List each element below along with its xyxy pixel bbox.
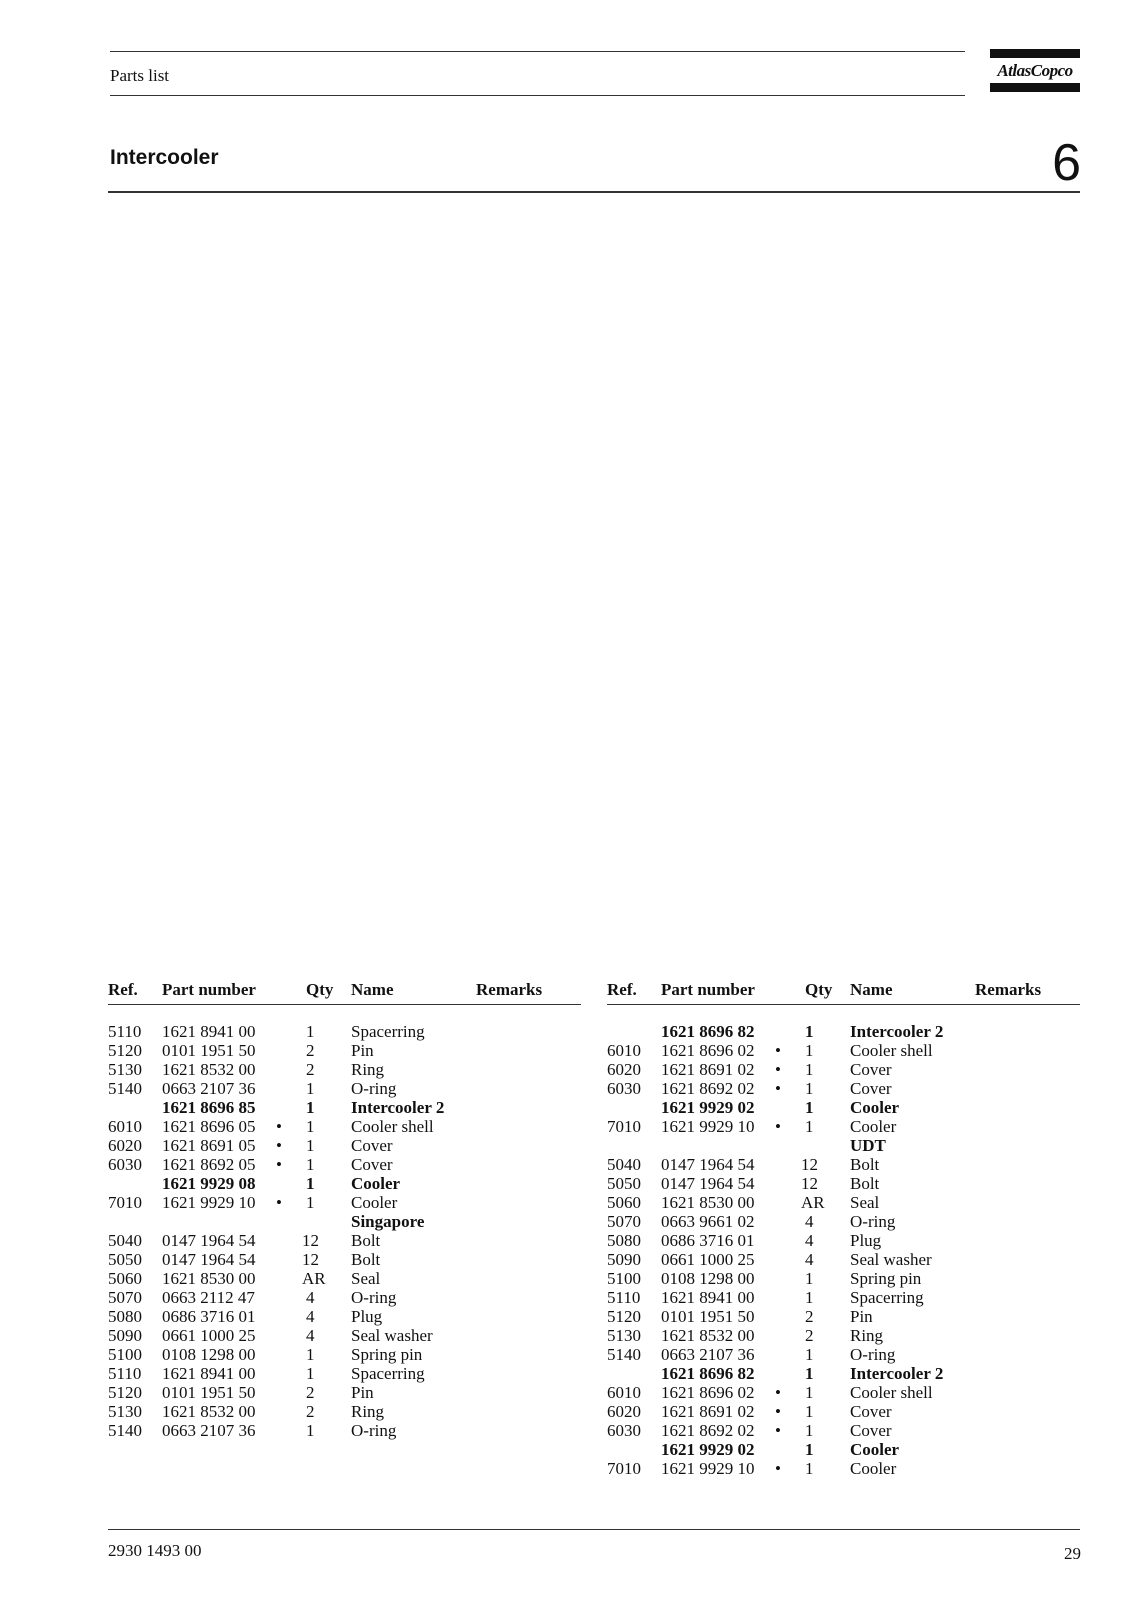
cell-ref: 5070 <box>607 1212 641 1231</box>
cell-qty: 4 <box>805 1231 814 1250</box>
cell-part-number: 0686 3716 01 <box>162 1307 256 1326</box>
cell-qty: 2 <box>805 1326 814 1345</box>
cell-qty: 1 <box>805 1288 814 1307</box>
cell-name: Pin <box>351 1383 374 1402</box>
cell-qty: 1 <box>805 1402 814 1421</box>
cell-bullet: • <box>775 1402 781 1421</box>
cell-name: O-ring <box>351 1079 397 1098</box>
cell-ref: 5130 <box>108 1402 142 1421</box>
cell-qty: 1 <box>805 1345 814 1364</box>
table-row <box>607 1421 1080 1440</box>
cell-bullet: • <box>276 1136 282 1155</box>
table-row <box>108 1288 581 1307</box>
page-number: 29 <box>1064 1544 1081 1563</box>
cell-ref: 5120 <box>607 1307 641 1326</box>
cell-qty: 1 <box>805 1421 814 1440</box>
cell-bullet: • <box>775 1060 781 1079</box>
cell-part-number: 0663 2107 36 <box>162 1079 256 1098</box>
document-number: 2930 1493 00 <box>108 1541 202 1560</box>
cell-name: Cooler <box>850 1098 900 1117</box>
header-label: Parts list <box>110 66 170 85</box>
cell-part-number: 1621 8691 05 <box>162 1136 256 1155</box>
header-bottom-rule <box>110 95 965 96</box>
cell-name: Spring pin <box>850 1269 922 1288</box>
cell-name: O-ring <box>351 1421 397 1440</box>
cell-qty: 1 <box>306 1098 315 1117</box>
table-row <box>108 1098 581 1117</box>
cell-part-number: 1621 9929 02 <box>661 1098 755 1117</box>
table-row <box>108 1193 581 1212</box>
cell-name: Spacerring <box>351 1022 425 1041</box>
cell-qty: 2 <box>306 1060 315 1079</box>
header-top-rule <box>110 51 965 52</box>
column-remarks: Remarks <box>476 980 543 999</box>
cell-name: Plug <box>850 1231 882 1250</box>
cell-part-number: 1621 8532 00 <box>661 1326 755 1345</box>
cell-part-number: 0663 2107 36 <box>661 1345 755 1364</box>
cell-name: Cover <box>351 1155 393 1174</box>
cell-part-number: 1621 8696 02 <box>661 1041 755 1060</box>
cell-ref: 5140 <box>108 1079 142 1098</box>
cell-qty: 1 <box>805 1079 814 1098</box>
cell-name: Seal washer <box>850 1250 932 1269</box>
cell-part-number: 1621 8941 00 <box>661 1288 755 1307</box>
cell-ref: 5110 <box>607 1288 641 1307</box>
cell-name: Cooler shell <box>850 1041 933 1060</box>
cell-ref: 5110 <box>108 1364 142 1383</box>
cell-part-number: 1621 8941 00 <box>162 1364 256 1383</box>
cell-name: Cover <box>351 1136 393 1155</box>
cell-bullet: • <box>775 1459 781 1478</box>
cell-ref: 5040 <box>108 1231 142 1250</box>
cell-qty: 1 <box>805 1383 814 1402</box>
cell-qty: 1 <box>306 1364 315 1383</box>
table-row <box>108 1117 581 1136</box>
cell-name: Seal washer <box>351 1326 433 1345</box>
cell-name: Cover <box>850 1402 892 1421</box>
footer-rule <box>108 1529 1080 1530</box>
cell-name: Ring <box>850 1326 884 1345</box>
cell-name: Cooler <box>351 1174 401 1193</box>
cell-ref: 5140 <box>607 1345 641 1364</box>
cell-ref: 5080 <box>607 1231 641 1250</box>
cell-part-number: 1621 8696 82 <box>661 1364 755 1383</box>
cell-part-number: 0147 1964 54 <box>661 1155 755 1174</box>
cell-name: Cooler <box>850 1440 900 1459</box>
cell-ref: 5140 <box>108 1421 142 1440</box>
table-row <box>607 1345 1080 1364</box>
section-number: 6 <box>1052 134 1081 192</box>
column-name: Name <box>850 980 893 999</box>
cell-name: Bolt <box>850 1174 880 1193</box>
cell-part-number: 1621 8532 00 <box>162 1060 256 1079</box>
cell-part-number: 0663 2107 36 <box>162 1421 256 1440</box>
cell-ref: 5060 <box>607 1193 641 1212</box>
cell-qty: 1 <box>805 1041 814 1060</box>
cell-qty: 1 <box>306 1117 315 1136</box>
cell-ref: 5050 <box>607 1174 641 1193</box>
table-row <box>108 1326 581 1345</box>
table-row <box>108 1136 581 1155</box>
table-row <box>607 1193 1080 1212</box>
cell-qty: AR <box>801 1193 825 1212</box>
cell-qty: 1 <box>805 1060 814 1079</box>
cell-name: Intercooler 2 <box>351 1098 445 1117</box>
cell-name: Cooler <box>351 1193 398 1212</box>
section-title-rule <box>108 191 1080 193</box>
cell-part-number: 0686 3716 01 <box>661 1231 755 1250</box>
column-part-number: Part number <box>162 980 256 999</box>
table-row <box>108 1022 581 1041</box>
cell-qty: 2 <box>306 1383 315 1402</box>
cell-name: Cooler <box>850 1117 897 1136</box>
cell-bullet: • <box>775 1383 781 1402</box>
cell-qty: 1 <box>306 1345 315 1364</box>
cell-part-number: 1621 8691 02 <box>661 1402 755 1421</box>
cell-part-number: 1621 8696 02 <box>661 1383 755 1402</box>
cell-name: Seal <box>351 1269 381 1288</box>
cell-qty: 1 <box>805 1440 814 1459</box>
cell-name: Ring <box>351 1060 385 1079</box>
cell-qty: 4 <box>306 1288 315 1307</box>
table-row <box>108 1060 581 1079</box>
cell-qty: 2 <box>805 1307 814 1326</box>
cell-qty: AR <box>302 1269 326 1288</box>
cell-ref: 7010 <box>108 1193 142 1212</box>
parts-table-right <box>607 980 1080 1478</box>
table-row <box>607 1307 1080 1326</box>
cell-part-number: 1621 8696 85 <box>162 1098 256 1117</box>
table-row <box>108 1364 581 1383</box>
table-row <box>607 1136 1080 1155</box>
table-body <box>607 1022 1080 1478</box>
cell-ref: 6010 <box>607 1041 641 1060</box>
cell-name: Pin <box>850 1307 873 1326</box>
cell-ref: 5100 <box>108 1345 142 1364</box>
cell-part-number: 1621 9929 08 <box>162 1174 256 1193</box>
cell-bullet: • <box>775 1079 781 1098</box>
cell-part-number: 1621 9929 10 <box>661 1459 755 1478</box>
column-ref: Ref. <box>108 980 138 999</box>
table-row <box>108 1402 581 1421</box>
table-row <box>607 1459 1080 1478</box>
cell-part-number: 1621 8692 02 <box>661 1079 755 1098</box>
cell-ref: 5040 <box>607 1155 641 1174</box>
cell-name: Intercooler 2 <box>850 1022 944 1041</box>
table-row <box>607 1022 1080 1041</box>
cell-qty: 1 <box>805 1459 814 1478</box>
table-row <box>108 1155 581 1174</box>
cell-name: Cooler <box>850 1459 897 1478</box>
cell-ref: 6020 <box>108 1136 142 1155</box>
table-row <box>607 1364 1080 1383</box>
cell-ref: 5090 <box>607 1250 641 1269</box>
cell-part-number: 1621 8530 00 <box>162 1269 256 1288</box>
cell-qty: 1 <box>306 1022 315 1041</box>
cell-name: Cover <box>850 1079 892 1098</box>
cell-part-number: 1621 8696 05 <box>162 1117 256 1136</box>
table-row <box>607 1212 1080 1231</box>
cell-ref: 6020 <box>607 1060 641 1079</box>
cell-ref: 5070 <box>108 1288 142 1307</box>
cell-ref: 5120 <box>108 1383 142 1402</box>
cell-part-number: 0108 1298 00 <box>661 1269 755 1288</box>
cell-part-number: 0147 1964 54 <box>661 1174 755 1193</box>
cell-part-number: 0663 2112 47 <box>162 1288 255 1307</box>
cell-bullet: • <box>276 1117 282 1136</box>
column-remarks: Remarks <box>975 980 1042 999</box>
cell-name: Plug <box>351 1307 383 1326</box>
cell-part-number: 0661 1000 25 <box>661 1250 755 1269</box>
table-header <box>108 980 581 1005</box>
cell-ref: 5120 <box>108 1041 142 1060</box>
cell-name: Bolt <box>850 1155 880 1174</box>
column-name: Name <box>351 980 394 999</box>
cell-part-number: 1621 9929 10 <box>661 1117 755 1136</box>
cell-part-number: 1621 8696 82 <box>661 1022 755 1041</box>
cell-qty: 2 <box>306 1041 315 1060</box>
cell-ref: 6030 <box>607 1421 641 1440</box>
cell-part-number: 1621 8692 05 <box>162 1155 256 1174</box>
table-row <box>607 1383 1080 1402</box>
cell-ref: 6030 <box>607 1079 641 1098</box>
cell-name: Bolt <box>351 1250 381 1269</box>
cell-name: O-ring <box>850 1212 896 1231</box>
table-row <box>607 1326 1080 1345</box>
cell-ref: 6020 <box>607 1402 641 1421</box>
table-row <box>607 1231 1080 1250</box>
table-row <box>607 1098 1080 1117</box>
table-row <box>108 1345 581 1364</box>
cell-qty: 1 <box>805 1269 814 1288</box>
table-row <box>108 1041 581 1060</box>
table-row <box>108 1174 581 1193</box>
table-row <box>108 1307 581 1326</box>
logo-bottom-bar <box>990 83 1080 92</box>
cell-part-number: 0101 1951 50 <box>661 1307 755 1326</box>
cell-qty: 4 <box>805 1212 814 1231</box>
cell-name: O-ring <box>850 1345 896 1364</box>
cell-bullet: • <box>775 1421 781 1440</box>
cell-part-number: 1621 8530 00 <box>661 1193 755 1212</box>
cell-part-number: 1621 9929 02 <box>661 1440 755 1459</box>
table-row <box>108 1383 581 1402</box>
table-row <box>108 1231 581 1250</box>
column-part-number: Part number <box>661 980 755 999</box>
cell-qty: 1 <box>306 1136 315 1155</box>
cell-name: Intercooler 2 <box>850 1364 944 1383</box>
cell-qty: 1 <box>306 1193 315 1212</box>
cell-ref: 5110 <box>108 1022 142 1041</box>
table-body <box>108 1022 581 1440</box>
table-row <box>607 1250 1080 1269</box>
table-row <box>108 1421 581 1440</box>
cell-part-number: 1621 8941 00 <box>162 1022 256 1041</box>
column-qty: Qty <box>306 980 334 999</box>
table-header <box>607 980 1080 1005</box>
cell-ref: 7010 <box>607 1459 641 1478</box>
table-row <box>108 1212 581 1231</box>
column-qty: Qty <box>805 980 833 999</box>
table-row <box>108 1079 581 1098</box>
cell-name: Singapore <box>351 1212 425 1231</box>
cell-bullet: • <box>775 1041 781 1060</box>
table-row <box>607 1174 1080 1193</box>
cell-qty: 1 <box>805 1117 814 1136</box>
cell-part-number: 1621 8532 00 <box>162 1402 256 1421</box>
cell-part-number: 0147 1964 54 <box>162 1250 256 1269</box>
cell-name: UDT <box>850 1136 886 1155</box>
table-row <box>607 1402 1080 1421</box>
cell-bullet: • <box>276 1155 282 1174</box>
cell-part-number: 0101 1951 50 <box>162 1041 256 1060</box>
cell-ref: 6030 <box>108 1155 142 1174</box>
cell-part-number: 0147 1964 54 <box>162 1231 256 1250</box>
cell-name: Spring pin <box>351 1345 423 1364</box>
logo-text: AtlasCopco <box>997 61 1073 80</box>
cell-qty: 12 <box>801 1155 818 1174</box>
cell-ref: 6010 <box>607 1383 641 1402</box>
table-row <box>108 1250 581 1269</box>
cell-name: Bolt <box>351 1231 381 1250</box>
cell-qty: 1 <box>306 1421 315 1440</box>
cell-name: O-ring <box>351 1288 397 1307</box>
cell-qty: 4 <box>805 1250 814 1269</box>
cell-name: Ring <box>351 1402 385 1421</box>
table-row <box>607 1155 1080 1174</box>
cell-qty: 4 <box>306 1307 315 1326</box>
cell-name: Spacerring <box>351 1364 425 1383</box>
table-row <box>607 1041 1080 1060</box>
cell-name: Cover <box>850 1060 892 1079</box>
cell-part-number: 0101 1951 50 <box>162 1383 256 1402</box>
table-row <box>607 1269 1080 1288</box>
cell-ref: 5130 <box>607 1326 641 1345</box>
cell-part-number: 0663 9661 02 <box>661 1212 755 1231</box>
table-row <box>607 1440 1080 1459</box>
cell-qty: 1 <box>805 1098 814 1117</box>
cell-ref: 5100 <box>607 1269 641 1288</box>
cell-part-number: 1621 9929 10 <box>162 1193 256 1212</box>
cell-ref: 6010 <box>108 1117 142 1136</box>
column-ref: Ref. <box>607 980 637 999</box>
cell-ref: 7010 <box>607 1117 641 1136</box>
cell-ref: 5060 <box>108 1269 142 1288</box>
cell-name: Pin <box>351 1041 374 1060</box>
cell-name: Cooler shell <box>850 1383 933 1402</box>
logo-top-bar <box>990 49 1080 58</box>
section-title: Intercooler <box>110 146 219 169</box>
cell-name: Seal <box>850 1193 880 1212</box>
cell-part-number: 0661 1000 25 <box>162 1326 256 1345</box>
cell-ref: 5130 <box>108 1060 142 1079</box>
cell-part-number: 1621 8691 02 <box>661 1060 755 1079</box>
cell-ref: 5090 <box>108 1326 142 1345</box>
cell-qty: 1 <box>306 1079 315 1098</box>
cell-name: Cover <box>850 1421 892 1440</box>
cell-qty: 2 <box>306 1402 315 1421</box>
cell-qty: 4 <box>306 1326 315 1345</box>
table-row <box>607 1288 1080 1307</box>
cell-qty: 1 <box>805 1364 814 1383</box>
cell-name: Cooler shell <box>351 1117 434 1136</box>
table-row <box>607 1060 1080 1079</box>
cell-qty: 12 <box>302 1231 319 1250</box>
cell-bullet: • <box>775 1117 781 1136</box>
table-row <box>607 1117 1080 1136</box>
atlas-copco-logo <box>990 49 1080 92</box>
cell-qty: 12 <box>302 1250 319 1269</box>
cell-part-number: 1621 8692 02 <box>661 1421 755 1440</box>
cell-qty: 1 <box>306 1155 315 1174</box>
cell-qty: 12 <box>801 1174 818 1193</box>
cell-part-number: 0108 1298 00 <box>162 1345 256 1364</box>
cell-qty: 1 <box>306 1174 315 1193</box>
parts-table-left <box>108 980 581 1440</box>
cell-ref: 5080 <box>108 1307 142 1326</box>
cell-bullet: • <box>276 1193 282 1212</box>
cell-qty: 1 <box>805 1022 814 1041</box>
cell-name: Spacerring <box>850 1288 924 1307</box>
table-row <box>108 1269 581 1288</box>
cell-ref: 5050 <box>108 1250 142 1269</box>
table-row <box>607 1079 1080 1098</box>
